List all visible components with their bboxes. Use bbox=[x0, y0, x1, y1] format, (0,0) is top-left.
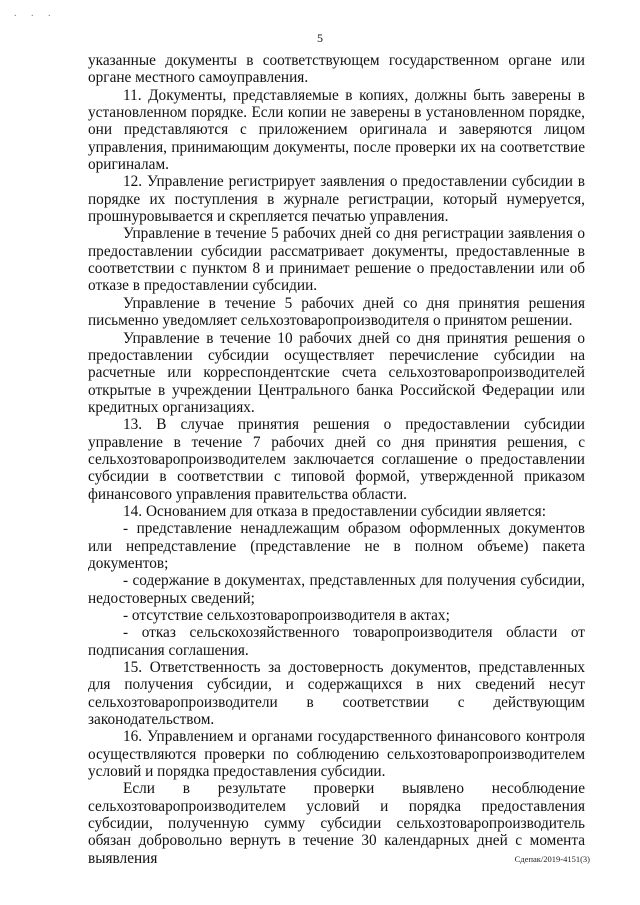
paragraph-review-5-days: Управление в течение 5 рабочих дней со дня регистрации заявления о предоставлении субсидии рассматривает документы, предоставленные в соответствии с пунктом 8 и принимает решение о предоставлении или об отказе в предоставлении субсидии. bbox=[88, 225, 585, 295]
document-body bbox=[88, 52, 585, 867]
paragraph-16-inspections: 16. Управлением и органами государственного финансового контроля осуществляются проверки по соблюдению сельхозтоваропроизводителем условий и порядка предоставления субсидии. bbox=[88, 728, 585, 781]
paragraph-13-agreement: 13. В случае принятия решения о предоставлении субсидии управление в течение 7 рабочих дней со дня принятия решения, с сельхозтоваропроизводителем заключается соглашение о предоставлении субсидии в соответствии с типовой формой, утвержденной приказом финансового управления правительства области. bbox=[88, 416, 585, 503]
paragraph-notification: Управление в течение 5 рабочих дней со дня принятия решения письменно уведомляет сельхозтоваропроизводителя о принятом решении. bbox=[88, 294, 585, 330]
list-item-false-information: - содержание в документах, представленных для получения субсидии, недостоверных сведений; bbox=[88, 572, 585, 607]
list-item-improper-documents: - представление ненадлежащим образом оформленных документов или непредставление (представление не в полном объеме) пакета документов; bbox=[88, 520, 585, 572]
paragraph-15-responsibility: 15. Ответственность за достоверность документов, представленных для получения субсидии, и содержащихся в них сведений несут сельхозтоваропроизводители в соответствии с действующим законодательством. bbox=[88, 659, 585, 729]
document-code: Сдепак/2019-4151(3) bbox=[514, 854, 590, 864]
page-number: 5 bbox=[317, 31, 323, 45]
paragraph-transfer-10-days: Управление в течение 10 рабочих дней со дня принятия решения о предоставлении субсидии осуществляет перечисление субсидии на расчетные или корреспондентские счета сельхозтоваропроизводителей открытые в учреждении Центрального банка Российской Федерации или кредитных организациях. bbox=[88, 329, 585, 416]
paragraph-14-refusal-grounds: 14. Основанием для отказа в предоставлении субсидии является: bbox=[123, 502, 546, 520]
list-item-refusal-to-sign: - отказ сельскохозяйственного товаропроизводителя области от подписания соглашения. bbox=[88, 624, 585, 659]
paragraph-11-copies: 11. Документы, представляемые в копиях, должны быть заверены в установленном порядке. Если копии не заверены в установленном порядке, они представляются с приложением оригинала и заверяются лицом управления, принимающим документы, после проверки их на соответствие оригиналам. bbox=[88, 86, 585, 174]
paragraph-12-registration: 12. Управление регистрирует заявления о предоставлении субсидии в порядке их поступления в журнале регистрации, который нумеруется, прошнуровывается и скрепляется печатью управления. bbox=[88, 173, 585, 226]
paragraph-return-subsidy: Если в результате проверки выявлено несоблюдение сельхозтоваропроизводителем условий и порядка предоставления субсидии, полученную сумму субсидии сельхозтоваропроизводитель обязан добровольно вернуть в течение 30 календарных дней с момента выявления bbox=[88, 780, 585, 867]
scan-specks: . . . bbox=[14, 8, 57, 19]
paragraph-continuation: указанные документы в соответствующем государственном органе или органе местного самоуправления. bbox=[88, 52, 585, 87]
list-item-absence-in-acts: - отсутствие сельхозтоваропроизводителя в актах; bbox=[123, 607, 450, 624]
